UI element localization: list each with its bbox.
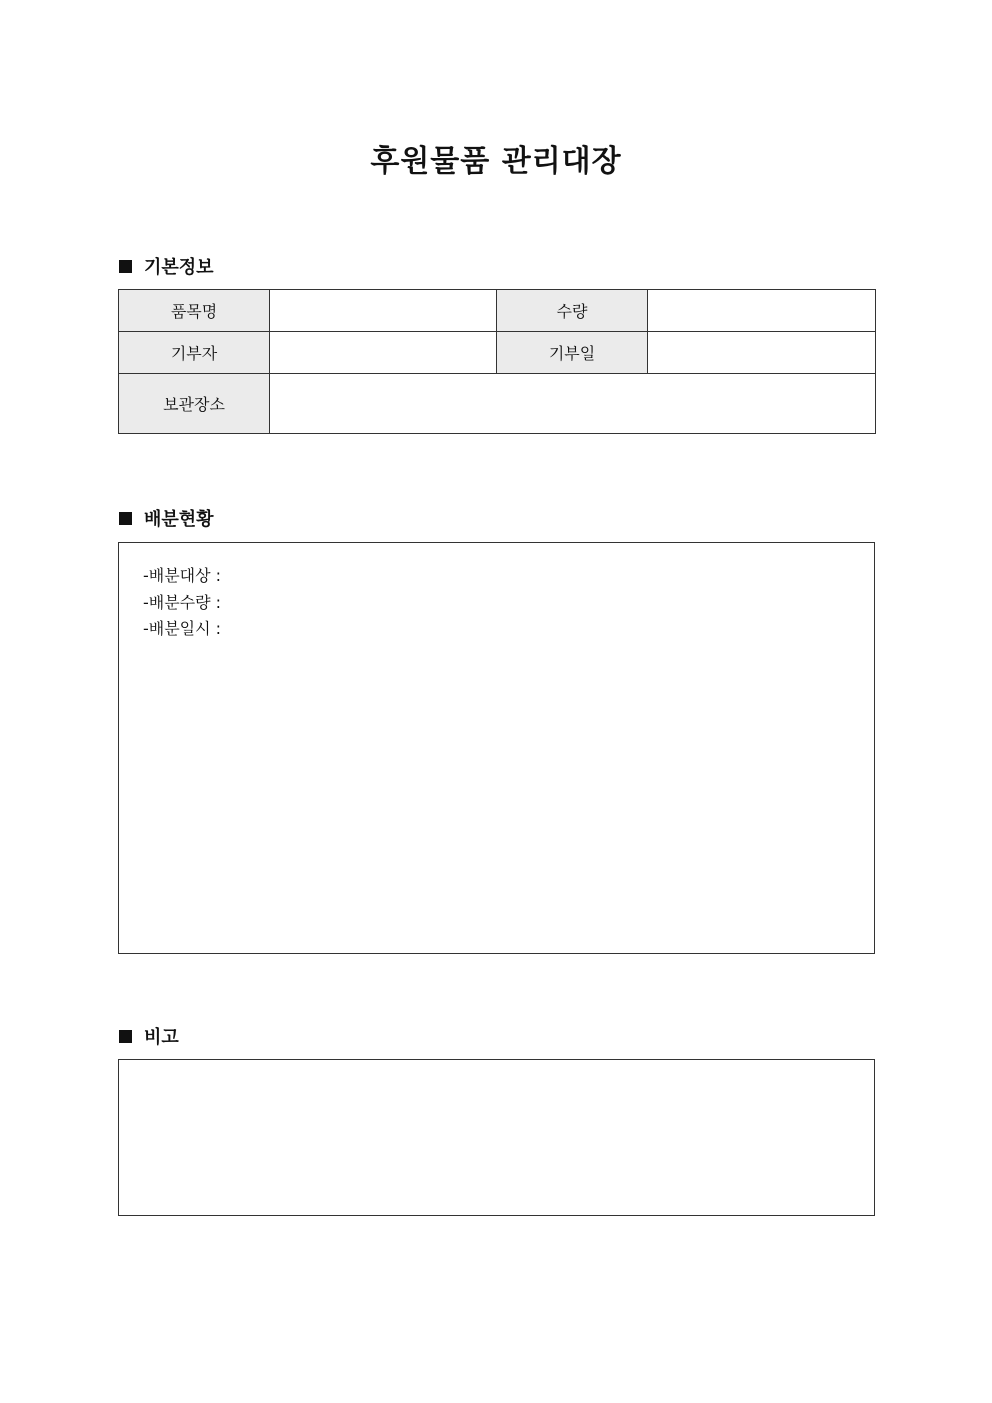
distribution-quantity-line: -배분수량 :: [143, 592, 222, 612]
document-title: 후원물품 관리대장: [370, 144, 622, 179]
square-bullet-icon: [119, 1030, 132, 1043]
table-row: [119, 332, 876, 374]
distribution-box[interactable]: [118, 542, 875, 954]
distribution-target-line: -배분대상 :: [143, 566, 222, 585]
quantity-field[interactable]: [648, 290, 876, 332]
section-heading-label: 기본정보: [144, 257, 214, 278]
quantity-label: 수량: [497, 290, 648, 332]
section-heading-basic-info: [119, 253, 214, 279]
square-bullet-icon: [119, 512, 132, 525]
donation-date-field[interactable]: [648, 332, 876, 374]
distribution-datetime-line: -배분일시 :: [143, 619, 222, 638]
storage-location-label: 보관장소: [119, 374, 270, 434]
table-row: [119, 374, 876, 434]
table-row: [119, 290, 876, 332]
section-heading-label: 배분현황: [144, 509, 214, 530]
basic-info-table: [118, 289, 876, 434]
item-name-label: 품목명: [119, 290, 270, 332]
square-bullet-icon: [119, 260, 132, 273]
section-heading-notes: [119, 1023, 179, 1049]
donation-date-label: 기부일: [497, 332, 648, 374]
section-heading-distribution: [119, 505, 214, 531]
donor-field[interactable]: [270, 332, 497, 374]
storage-location-field[interactable]: [270, 374, 876, 434]
donor-label: 기부자: [119, 332, 270, 374]
item-name-field[interactable]: [270, 290, 497, 332]
distribution-lines: [143, 563, 221, 643]
section-heading-label: 비고: [144, 1027, 179, 1048]
notes-box[interactable]: [118, 1059, 875, 1216]
